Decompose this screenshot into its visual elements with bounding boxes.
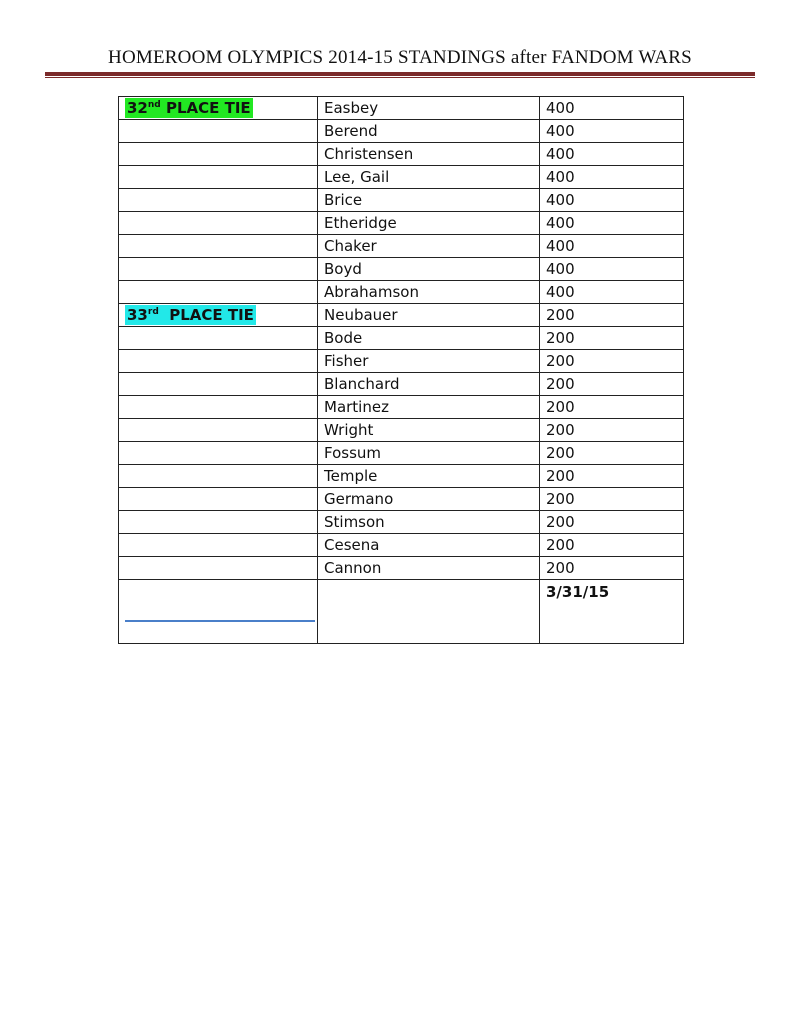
place-suffix: rd: [147, 307, 159, 317]
table-row: [119, 511, 684, 534]
table-row: [119, 396, 684, 419]
points-cell: 200: [540, 419, 684, 442]
place-label-33rd: [125, 305, 256, 325]
place-number: 32: [127, 99, 148, 117]
table-row: [119, 419, 684, 442]
place-cell: [119, 465, 318, 488]
points-cell: 200: [540, 304, 684, 327]
points-cell: 200: [540, 442, 684, 465]
place-label-32nd: [125, 98, 253, 118]
place-cell: [119, 511, 318, 534]
place-suffix: nd: [147, 100, 161, 110]
place-cell: [119, 189, 318, 212]
points-cell: 200: [540, 511, 684, 534]
name-cell: Etheridge: [318, 212, 540, 235]
points-cell: 400: [540, 189, 684, 212]
header-rule: [45, 72, 755, 76]
place-number: 33: [127, 306, 148, 324]
name-cell: Easbey: [318, 97, 540, 120]
place-cell: [119, 143, 318, 166]
name-cell: Wright: [318, 419, 540, 442]
table-row: [119, 212, 684, 235]
points-cell: 400: [540, 143, 684, 166]
name-cell: Cesena: [318, 534, 540, 557]
name-cell: Temple: [318, 465, 540, 488]
standings-table: [118, 96, 684, 644]
table-row: [119, 235, 684, 258]
name-cell: Stimson: [318, 511, 540, 534]
place-cell: [119, 235, 318, 258]
points-cell: 200: [540, 350, 684, 373]
signature-cell: [119, 580, 318, 644]
table-row: [119, 258, 684, 281]
place-cell: [119, 419, 318, 442]
name-cell: Christensen: [318, 143, 540, 166]
date-cell: [540, 580, 684, 644]
table-row: [119, 281, 684, 304]
points-cell: 400: [540, 97, 684, 120]
table-row: [119, 557, 684, 580]
header-rule-thin: [45, 77, 755, 78]
points-cell: 200: [540, 373, 684, 396]
points-cell: 200: [540, 396, 684, 419]
date-label: 3/31/15: [546, 583, 610, 601]
points-cell: 400: [540, 120, 684, 143]
points-cell: 400: [540, 166, 684, 189]
name-cell: Berend: [318, 120, 540, 143]
points-cell: 200: [540, 465, 684, 488]
place-cell: [119, 373, 318, 396]
place-cell: [119, 97, 318, 120]
points-cell: 400: [540, 281, 684, 304]
name-cell: Abrahamson: [318, 281, 540, 304]
place-cell: [119, 327, 318, 350]
name-cell: Fisher: [318, 350, 540, 373]
points-cell: 200: [540, 534, 684, 557]
name-cell: Lee, Gail: [318, 166, 540, 189]
points-cell: 400: [540, 258, 684, 281]
points-cell: 200: [540, 557, 684, 580]
place-cell: [119, 350, 318, 373]
name-cell: Boyd: [318, 258, 540, 281]
table-row: [119, 143, 684, 166]
table-row: [119, 97, 684, 120]
table-row: [119, 442, 684, 465]
place-cell: [119, 281, 318, 304]
table-row: [119, 373, 684, 396]
place-cell: [119, 258, 318, 281]
name-cell: Fossum: [318, 442, 540, 465]
table-row: [119, 189, 684, 212]
signature-line: [125, 620, 315, 622]
place-cell: [119, 212, 318, 235]
place-cell: [119, 304, 318, 327]
name-cell: Neubauer: [318, 304, 540, 327]
name-cell: Martinez: [318, 396, 540, 419]
points-cell: 200: [540, 488, 684, 511]
table-row: [119, 120, 684, 143]
empty-cell: [318, 580, 540, 644]
table-row: [119, 465, 684, 488]
table-row: [119, 327, 684, 350]
name-cell: Blanchard: [318, 373, 540, 396]
points-cell: 400: [540, 235, 684, 258]
points-cell: 200: [540, 327, 684, 350]
place-cell: [119, 488, 318, 511]
place-text: PLACE TIE: [158, 306, 254, 324]
name-cell: Brice: [318, 189, 540, 212]
place-cell: [119, 534, 318, 557]
points-cell: 400: [540, 212, 684, 235]
name-cell: Germano: [318, 488, 540, 511]
page-title: HOMEROOM OLYMPICS 2014-15 STANDINGS after FANDOM WARS: [108, 47, 692, 68]
footer-row: [119, 580, 684, 644]
name-cell: Bode: [318, 327, 540, 350]
table-row: [119, 166, 684, 189]
place-cell: [119, 442, 318, 465]
table-row: [119, 350, 684, 373]
table-row: [119, 304, 684, 327]
table-row: [119, 488, 684, 511]
place-cell: [119, 120, 318, 143]
name-cell: Cannon: [318, 557, 540, 580]
place-cell: [119, 396, 318, 419]
name-cell: Chaker: [318, 235, 540, 258]
place-cell: [119, 166, 318, 189]
place-text: PLACE TIE: [160, 99, 251, 117]
table-row: [119, 534, 684, 557]
place-cell: [119, 557, 318, 580]
